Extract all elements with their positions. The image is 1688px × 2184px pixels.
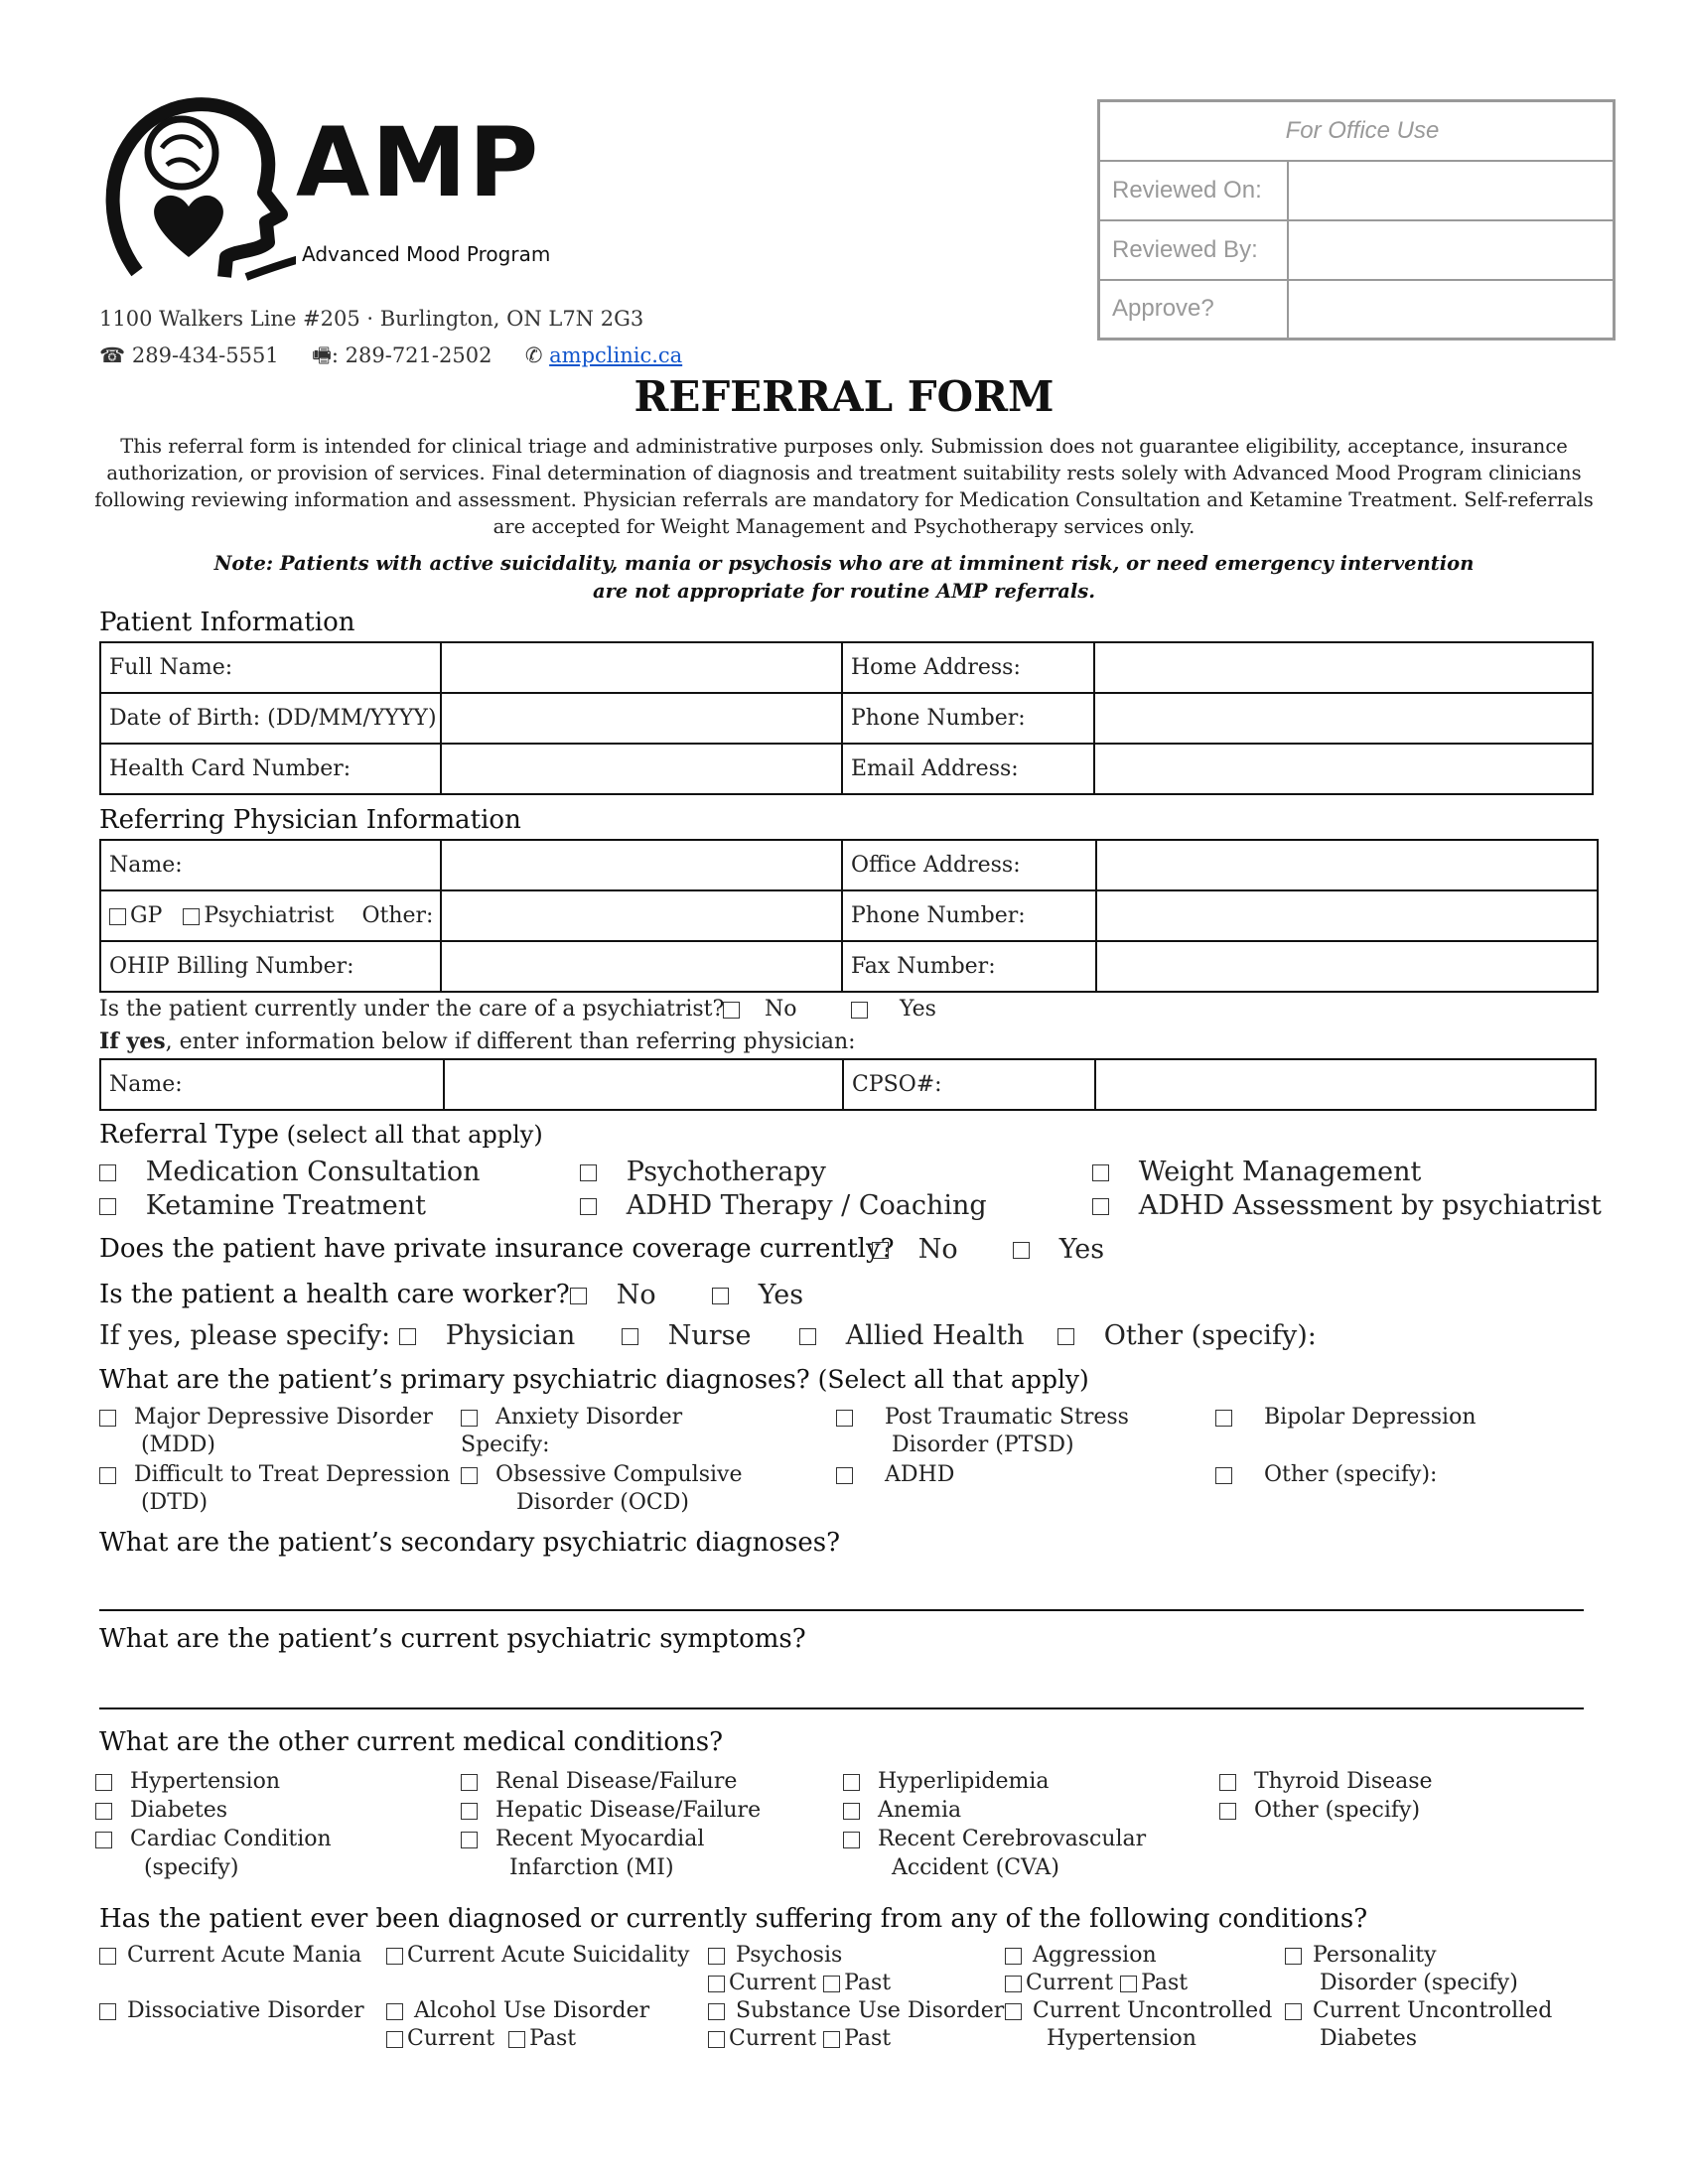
adhd-dx-checkbox[interactable]	[836, 1467, 853, 1484]
dtd-label: Difficult to Treat Depression	[134, 1462, 451, 1487]
note-line-2: are not appropriate for routine AMP referrals.	[592, 580, 1096, 603]
ptsd-checkbox[interactable]	[836, 1410, 853, 1427]
psychosis-past-label: Past	[844, 1971, 892, 1995]
anxiety-specify: Specify:	[461, 1433, 550, 1457]
cardiac-specify: (specify)	[143, 1855, 239, 1880]
aggression-past-label: Past	[1141, 1971, 1189, 1995]
bipolar-label: Bipolar Depression	[1263, 1405, 1477, 1430]
suicidality-label: Current Acute Suicidality	[407, 1943, 690, 1968]
reviewed-on-label: Reviewed On:	[1099, 161, 1288, 220]
hw-other	[1057, 1320, 1317, 1351]
physician-info-heading: Referring Physician Information	[99, 805, 521, 835]
cva-checkbox[interactable]	[843, 1832, 860, 1848]
ohip-label: OHIP Billing Number:	[100, 941, 441, 992]
psychosis-current-label: Current	[729, 1971, 817, 1995]
thyroid-checkbox[interactable]	[1219, 1774, 1236, 1791]
cardiac-checkbox[interactable]	[95, 1832, 112, 1848]
aggression-current-checkbox[interactable]	[1005, 1976, 1022, 1992]
psych-care-no	[723, 997, 796, 1022]
med-col-3	[843, 1767, 1146, 1882]
dob-label: Date of Birth: (DD/MM/YYYY)	[100, 693, 441, 744]
intro-paragraph: This referral form is intended for clinical triage and administrative purposes only. Submission does not guarantee eligibility, acceptance, insurance authorization, or provision of services. Final determination of diagnosis and treatment suitability rests solely with Advanced Mood Program clinicians following reviewing information and assessment. Physician referrals are mandatory for Medication Consultation and Ketamine Treatment. Self-referrals are accepted for Weight Management and Psychotherapy services only.	[94, 435, 1594, 538]
home-address-label: Home Address:	[842, 642, 1094, 693]
office-use-table	[1097, 99, 1616, 341]
insurance-no-label: No	[917, 1234, 958, 1265]
ketamine-checkbox[interactable]	[99, 1198, 116, 1215]
health-card-label: Health Card Number:	[100, 744, 441, 794]
insurance-yes-label: Yes	[1058, 1234, 1105, 1265]
psychiatrist-name-field[interactable]	[444, 1059, 843, 1110]
referral-type-title: Referral Type	[99, 1120, 279, 1150]
substance-past-checkbox[interactable]	[823, 2031, 840, 2048]
email-label: Email Address:	[842, 744, 1094, 794]
med-col-4	[1219, 1767, 1433, 1825]
hw-physician	[399, 1320, 575, 1351]
form-title: REFERRAL FORM	[633, 372, 1055, 421]
reviewed-by-label: Reviewed By:	[1099, 220, 1288, 280]
alcohol-past-checkbox[interactable]	[508, 2031, 525, 2048]
psych-care-no-label: No	[764, 997, 797, 1022]
patient-info-table	[99, 641, 1594, 795]
mi-abbrev: Infarction (MI)	[508, 1855, 674, 1880]
hw-allied-checkbox[interactable]	[799, 1328, 816, 1345]
referral-type-hint: (select all that apply)	[278, 1121, 543, 1149]
opt-weight-management	[1092, 1157, 1421, 1187]
symptoms-question: What are the patient’s current psychiatric symptoms?	[99, 1624, 806, 1654]
health-card-field[interactable]	[441, 744, 842, 794]
ohip-field[interactable]	[441, 941, 842, 992]
hepatic-checkbox[interactable]	[461, 1803, 478, 1820]
cond-col-5	[1285, 1942, 1552, 2053]
amp-logo	[97, 83, 554, 282]
alcohol-current-checkbox[interactable]	[386, 2031, 403, 2048]
ocd-label: Obsessive Compulsive	[495, 1462, 743, 1487]
ocd-abbrev: Disorder (OCD)	[515, 1490, 689, 1515]
reviewed-by-field[interactable]	[1288, 220, 1615, 280]
hyperlipidemia-checkbox[interactable]	[843, 1774, 860, 1791]
cond-col-3	[708, 1942, 1004, 2053]
hw-physician-label: Physician	[445, 1320, 576, 1351]
phone-icon: ☎	[99, 343, 126, 367]
cva-abbrev: Accident (CVA)	[891, 1855, 1059, 1880]
globe-icon: ✆	[524, 343, 543, 367]
renal-checkbox[interactable]	[461, 1774, 478, 1791]
health-worker-yes	[712, 1280, 803, 1310]
hw-other-checkbox[interactable]	[1057, 1328, 1074, 1345]
dx-other-label: Other (specify):	[1263, 1462, 1438, 1487]
ptsd-abbrev: Disorder (PTSD)	[891, 1433, 1074, 1457]
approve-label: Approve?	[1099, 280, 1288, 340]
hypertension-checkbox[interactable]	[95, 1774, 112, 1791]
hw-nurse-label: Nurse	[667, 1320, 752, 1351]
home-address-field[interactable]	[1094, 642, 1593, 693]
personality-checkbox[interactable]	[1285, 1948, 1302, 1965]
physician-type-cell	[100, 890, 441, 941]
gp-checkbox[interactable]	[109, 908, 126, 925]
office-use-title: For Office Use	[1099, 101, 1615, 161]
dx-ptsd	[836, 1404, 1129, 1459]
personality-sub: Disorder (specify)	[1319, 1971, 1518, 1995]
psychiatrist-table	[99, 1058, 1597, 1111]
mania-label: Current Acute Mania	[127, 1943, 362, 1968]
psychosis-checkbox[interactable]	[708, 1948, 725, 1965]
dx-adhd	[836, 1461, 954, 1489]
medication-consultation-label: Medication Consultation	[145, 1157, 481, 1187]
dtd-abbrev: (DTD)	[140, 1490, 209, 1515]
conditions-question: Has the patient ever been diagnosed or currently suffering from any of the following conditions?	[99, 1904, 1368, 1934]
alcohol-checkbox[interactable]	[386, 2003, 403, 2020]
hw-allied-label: Allied Health	[845, 1320, 1025, 1351]
website-link[interactable]: ampclinic.ca	[549, 343, 683, 367]
dissociative-checkbox[interactable]	[99, 2003, 116, 2020]
dx-dtd	[99, 1461, 450, 1517]
psychiatrist-label: Psychiatrist	[204, 903, 335, 928]
full-name-field[interactable]	[441, 642, 842, 693]
hw-nurse-checkbox[interactable]	[622, 1328, 638, 1345]
cpso-label: CPSO#:	[843, 1059, 1095, 1110]
diabetes-label: Diabetes	[130, 1798, 228, 1823]
cond-col-1	[99, 1942, 364, 2025]
if-yes-instruction	[99, 1028, 856, 1054]
cpso-field[interactable]	[1095, 1059, 1596, 1110]
insurance-yes	[1013, 1234, 1104, 1265]
psych-care-yes-label: Yes	[899, 997, 936, 1022]
cardiac-label: Cardiac Condition	[130, 1827, 332, 1851]
opt-medication-consultation	[99, 1157, 481, 1187]
dissociative-label: Dissociative Disorder	[127, 1998, 364, 2023]
hypertension-label: Hypertension	[130, 1769, 281, 1794]
bipolar-checkbox[interactable]	[1215, 1410, 1232, 1427]
primary-dx-hint: (Select all that apply)	[809, 1365, 1089, 1394]
alcohol-past-label: Past	[529, 2026, 577, 2051]
adhd-assessment-label: ADHD Assessment by psychiatrist	[1138, 1190, 1602, 1221]
aggression-checkbox[interactable]	[1005, 1948, 1022, 1965]
med-col-1	[95, 1767, 332, 1882]
diabetes-checkbox[interactable]	[95, 1803, 112, 1820]
psych-care-yes-checkbox[interactable]	[851, 1002, 868, 1019]
contact-line	[99, 341, 682, 376]
health-worker-no-label: No	[616, 1280, 656, 1310]
secondary-dx-answer-line[interactable]	[99, 1609, 1584, 1611]
mdd-label: Major Depressive Disorder	[134, 1405, 433, 1430]
thyroid-label: Thyroid Disease	[1254, 1769, 1433, 1794]
patient-phone-label: Phone Number:	[842, 693, 1094, 744]
insurance-no-checkbox[interactable]	[872, 1242, 889, 1259]
health-worker-yes-label: Yes	[758, 1280, 804, 1310]
email-field[interactable]	[1094, 744, 1593, 794]
symptoms-answer-line[interactable]	[99, 1707, 1584, 1709]
psychotherapy-checkbox[interactable]	[580, 1164, 597, 1181]
hw-allied	[799, 1320, 1025, 1351]
office-address-field[interactable]	[1096, 840, 1598, 890]
substance-past-label: Past	[844, 2026, 892, 2051]
mania-checkbox[interactable]	[99, 1948, 116, 1965]
dx-anxiety	[461, 1404, 682, 1459]
clinic-address: 1100 Walkers Line #205 · Burlington, ON L7N 2G3	[99, 307, 644, 331]
psychiatrist-name-label: Name:	[100, 1059, 444, 1110]
dtd-checkbox[interactable]	[99, 1467, 116, 1484]
med-col-2	[461, 1767, 761, 1882]
psych-care-no-checkbox[interactable]	[723, 1002, 740, 1019]
substance-current-checkbox[interactable]	[708, 2031, 725, 2048]
uncontrolled-htn-sub: Hypertension	[1046, 2026, 1196, 2051]
fax-field[interactable]	[1096, 941, 1598, 992]
physician-name-label: Name:	[100, 840, 441, 890]
anxiety-label: Anxiety Disorder	[495, 1405, 683, 1430]
ketamine-label: Ketamine Treatment	[145, 1190, 426, 1221]
mi-label: Recent Myocardial	[495, 1827, 705, 1851]
dx-other	[1215, 1461, 1437, 1489]
physician-name-field[interactable]	[441, 840, 842, 890]
dx-ocd	[461, 1461, 743, 1517]
medication-consultation-checkbox[interactable]	[99, 1164, 116, 1181]
suicidality-checkbox[interactable]	[386, 1948, 403, 1965]
dx-mdd	[99, 1404, 433, 1459]
patient-info-heading: Patient Information	[99, 608, 355, 637]
mdd-abbrev: (MDD)	[140, 1433, 215, 1457]
reviewed-on-field[interactable]	[1288, 161, 1615, 220]
full-name-label: Full Name:	[100, 642, 441, 693]
mi-checkbox[interactable]	[461, 1832, 478, 1848]
hw-other-label: Other (specify):	[1103, 1320, 1317, 1351]
adhd-therapy-label: ADHD Therapy / Coaching	[626, 1190, 987, 1221]
adhd-assessment-checkbox[interactable]	[1092, 1198, 1109, 1215]
med-other-checkbox[interactable]	[1219, 1803, 1236, 1820]
substance-checkbox[interactable]	[708, 2003, 725, 2020]
psychosis-label: Psychosis	[736, 1943, 843, 1968]
health-worker-specify: If yes, please specify:	[99, 1320, 391, 1351]
weight-management-checkbox[interactable]	[1092, 1164, 1109, 1181]
note-line-1: Note: Patients with active suicidality, mania or psychosis who are at imminent risk, or need emergency intervention	[213, 552, 1475, 575]
anemia-checkbox[interactable]	[843, 1803, 860, 1820]
opt-adhd-therapy	[580, 1190, 987, 1221]
hw-nurse	[622, 1320, 752, 1351]
primary-dx-title: What are the patient’s primary psychiatric diagnoses?	[99, 1365, 810, 1395]
fax-label: Fax Number:	[842, 941, 1096, 992]
health-worker-question: Is the patient a health care worker?	[99, 1280, 570, 1309]
alcohol-current-label: Current	[407, 2026, 495, 2051]
psych-care-yes	[851, 997, 936, 1022]
psychotherapy-label: Psychotherapy	[626, 1157, 826, 1187]
aggression-past-checkbox[interactable]	[1120, 1976, 1137, 1992]
other-type-field[interactable]	[441, 890, 842, 941]
ocd-checkbox[interactable]	[461, 1467, 478, 1484]
secondary-dx-question: What are the patient’s secondary psychiatric diagnoses?	[99, 1528, 841, 1558]
psychosis-past-checkbox[interactable]	[823, 1976, 840, 1992]
mdd-checkbox[interactable]	[99, 1410, 116, 1427]
health-worker-no-checkbox[interactable]	[570, 1288, 587, 1304]
physician-phone-label: Phone Number:	[842, 890, 1096, 941]
head-brain-heart-icon	[97, 83, 296, 282]
psychosis-current-checkbox[interactable]	[708, 1976, 725, 1992]
adhd-therapy-checkbox[interactable]	[580, 1198, 597, 1215]
dx-other-checkbox[interactable]	[1215, 1467, 1232, 1484]
opt-adhd-assessment	[1092, 1190, 1602, 1221]
weight-management-label: Weight Management	[1138, 1157, 1422, 1187]
opt-psychotherapy	[580, 1157, 826, 1187]
insurance-yes-checkbox[interactable]	[1013, 1242, 1030, 1259]
insurance-no	[872, 1234, 958, 1265]
health-worker-yes-checkbox[interactable]	[712, 1288, 729, 1304]
dx-bipolar	[1215, 1404, 1477, 1432]
insurance-question: Does the patient have private insurance coverage currently?	[99, 1234, 895, 1264]
uncontrolled-dm-label: Current Uncontrolled	[1313, 1998, 1553, 2023]
health-worker-no	[570, 1280, 656, 1310]
patient-phone-field[interactable]	[1094, 693, 1593, 744]
uncontrolled-htn-checkbox[interactable]	[1005, 2003, 1022, 2020]
anxiety-checkbox[interactable]	[461, 1410, 478, 1427]
hyperlipidemia-label: Hyperlipidemia	[878, 1769, 1050, 1794]
fax-number: : 289-721-2502	[331, 343, 492, 367]
substance-current-label: Current	[729, 2026, 817, 2051]
dob-field[interactable]	[441, 693, 842, 744]
opt-ketamine	[99, 1190, 426, 1221]
psychiatrist-care-question: Is the patient currently under the care of a psychiatrist?	[99, 997, 725, 1022]
uncontrolled-dm-sub: Diabetes	[1319, 2026, 1418, 2051]
aggression-label: Aggression	[1033, 1943, 1157, 1968]
approve-field[interactable]	[1288, 280, 1615, 340]
renal-label: Renal Disease/Failure	[495, 1769, 738, 1794]
office-address-label: Office Address:	[842, 840, 1096, 890]
physician-info-table	[99, 839, 1599, 993]
uncontrolled-dm-checkbox[interactable]	[1285, 2003, 1302, 2020]
personality-label: Personality	[1313, 1943, 1437, 1968]
cva-label: Recent Cerebrovascular	[878, 1827, 1147, 1851]
primary-dx-question	[99, 1365, 1089, 1395]
psychiatrist-checkbox[interactable]	[183, 908, 200, 925]
cond-col-4	[1005, 1942, 1272, 2053]
if-yes-rest: , enter information below if different than referring physician:	[165, 1029, 856, 1054]
if-yes-bold: If yes	[99, 1028, 166, 1054]
alcohol-label: Alcohol Use Disorder	[414, 1998, 650, 2023]
gp-label: GP	[130, 903, 163, 928]
uncontrolled-htn-label: Current Uncontrolled	[1033, 1998, 1273, 2023]
substance-label: Substance Use Disorder	[736, 1998, 1005, 2023]
physician-phone-field[interactable]	[1096, 890, 1598, 941]
hepatic-label: Hepatic Disease/Failure	[495, 1798, 762, 1823]
adhd-dx-label: ADHD	[884, 1462, 955, 1487]
brand-name: AMP	[296, 107, 541, 218]
brand-subtitle: Advanced Mood Program	[302, 242, 551, 266]
other-label: Other:	[361, 903, 434, 928]
hw-physician-checkbox[interactable]	[399, 1328, 416, 1345]
med-other-label: Other (specify)	[1254, 1798, 1421, 1823]
anemia-label: Anemia	[878, 1798, 962, 1823]
ptsd-label: Post Traumatic Stress	[884, 1405, 1129, 1430]
phone-number: 289-434-5551	[131, 343, 279, 367]
referral-type-heading	[99, 1120, 543, 1150]
fax-icon: 🖷	[312, 343, 332, 367]
medical-question: What are the other current medical conditions?	[99, 1727, 724, 1757]
cond-col-2	[386, 1942, 689, 2053]
aggression-current-label: Current	[1026, 1971, 1114, 1995]
